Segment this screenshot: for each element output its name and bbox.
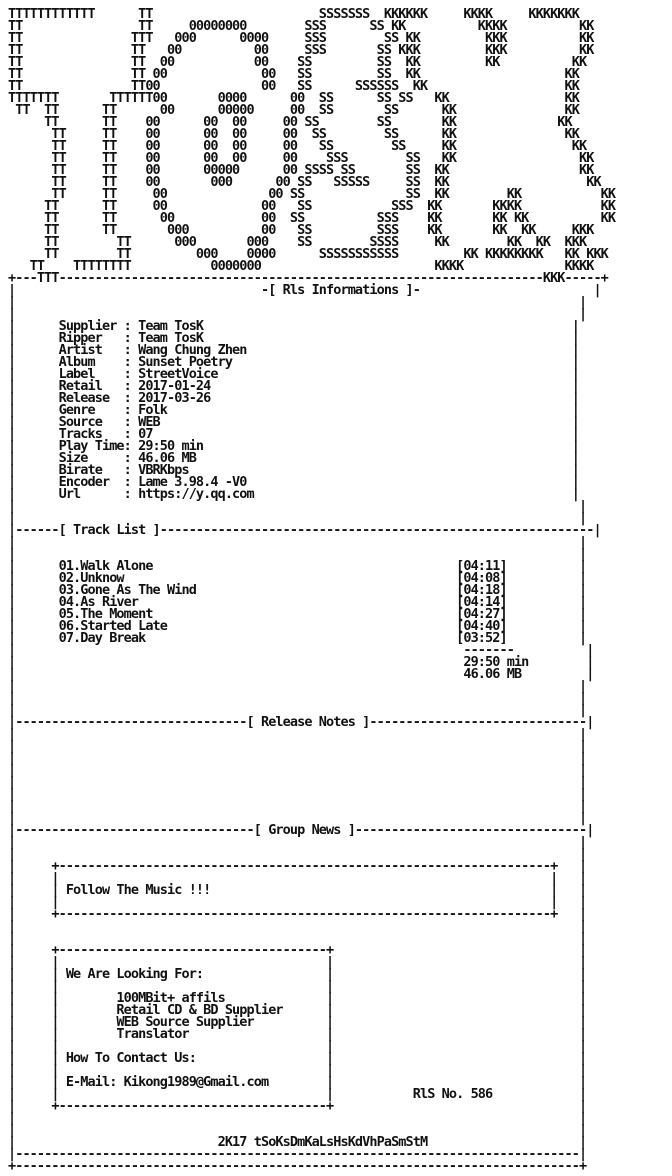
nfo-line: | Size : 46.06 MB | bbox=[8, 450, 579, 466]
nfo-line: TT TT00 00 SS SSSSSS KK KK bbox=[8, 78, 579, 94]
nfo-line: TT TT 00 00 SS SSS KK KK KK KK bbox=[8, 210, 616, 226]
nfo-line: +------------------------------------------------------------------------------+ bbox=[8, 1158, 587, 1174]
nfo-line: | | Follow The Music !!! | | bbox=[8, 882, 587, 898]
nfo-line: | Ripper : Team TosK | bbox=[8, 330, 579, 346]
nfo-line: | 04.As River [04:14] | bbox=[8, 594, 587, 610]
nfo-line: TT TT 000 00 SS SSS KK KK KK KKK bbox=[8, 222, 594, 238]
nfo-line: | | bbox=[8, 738, 587, 754]
nfo-line: | Supplier : Team TosK | bbox=[8, 318, 579, 334]
nfo-line: +---TTT-------------------------------------------------------------------KKK-----+ bbox=[8, 270, 608, 286]
nfo-line: TTTTTTTTTTTT TT SSSSSSS KKKKKK KKKK KKKKKKK bbox=[8, 6, 579, 22]
nfo-line: TT TT 00 00 SS SS KK KK bbox=[8, 66, 579, 82]
nfo-line: | | bbox=[8, 750, 587, 766]
nfo-line: | | bbox=[8, 534, 587, 550]
nfo-line: TTTTTTT TTTTTT00 0000 00 SS SS SS KK KK bbox=[8, 90, 579, 106]
nfo-line: | | bbox=[8, 498, 587, 514]
nfo-line: | +--------------------------------------------------------------------+ | bbox=[8, 858, 587, 874]
nfo-line: | | We Are Looking For: | | bbox=[8, 966, 587, 982]
nfo-line: |--------------------------------[ Release Notes ]------------------------------| bbox=[8, 714, 594, 730]
nfo-line: | | WEB Source Supplier | | bbox=[8, 1014, 587, 1030]
nfo-line: | 29:50 min | bbox=[8, 654, 594, 670]
nfo-line: | Encoder : Lame 3.98.4 -V0 | bbox=[8, 474, 579, 490]
nfo-line: | | bbox=[8, 1122, 587, 1138]
nfo-line: | | bbox=[8, 678, 587, 694]
nfo-line: TT TT 00 00 00 00 SSS SS KK KK bbox=[8, 150, 594, 166]
nfo-line: TT TT 000 000 SS SSSS KK KK KK KKK bbox=[8, 234, 587, 250]
nfo-line: | 06.Started Late [04:40] | bbox=[8, 618, 587, 634]
nfo-line: | 05.The Moment [04:27] | bbox=[8, 606, 587, 622]
nfo-line: | | | | bbox=[8, 978, 587, 994]
nfo-line: | 07.Day Break [03:52] | bbox=[8, 630, 587, 646]
nfo-line: TT TT 00 00000 00 SSSS SS SS KK KK bbox=[8, 162, 594, 178]
nfo-line: | | bbox=[8, 918, 587, 934]
nfo-line: | Birate : VBRKbps | bbox=[8, 462, 579, 478]
nfo-line: TT TT 00 00 00 00 SS SS KK KK bbox=[8, 114, 572, 130]
nfo-line: | Label : StreetVoice | bbox=[8, 366, 579, 382]
nfo-line: | -[ Rls Informations ]- | bbox=[8, 282, 601, 298]
nfo-line: | Genre : Folk | bbox=[8, 402, 579, 418]
nfo-line: |------[ Track List ]------------------------------------------------------------| bbox=[8, 522, 601, 538]
nfo-line: | | | | bbox=[8, 1062, 587, 1078]
nfo-line: |---------------------------------[ Group News ]--------------------------------| bbox=[8, 822, 594, 838]
nfo-line: TT TT 00 00 00 00 SS SS KK KK bbox=[8, 126, 579, 142]
nfo-release-text bbox=[8, 8, 615, 1172]
nfo-line: | | 100MBit+ affils | | bbox=[8, 990, 587, 1006]
nfo-line: | 01.Walk Alone [04:11] | bbox=[8, 558, 587, 574]
nfo-line: | Tracks : 07 | bbox=[8, 426, 579, 442]
nfo-line: | | bbox=[8, 834, 587, 850]
nfo-line: |------------------------------------------------------------------------------| bbox=[8, 1146, 587, 1162]
nfo-line: | | bbox=[8, 702, 587, 718]
nfo-line: | 02.Unknow [04:08] | bbox=[8, 570, 587, 586]
nfo-line: | +-------------------------------------+ | bbox=[8, 1098, 587, 1114]
nfo-line: | +-------------------------------------+ | bbox=[8, 942, 587, 958]
nfo-line: | | bbox=[8, 762, 587, 778]
nfo-line: | | bbox=[8, 690, 587, 706]
nfo-line: TT TT 00 00 SSS SS KKK KKK KK bbox=[8, 42, 594, 58]
nfo-line: | | | | bbox=[8, 894, 587, 910]
nfo-line: | Url : https://y.qq.com | bbox=[8, 486, 579, 502]
nfo-line: | | bbox=[8, 546, 587, 562]
nfo-line: | | bbox=[8, 798, 587, 814]
nfo-line: | Source : WEB | bbox=[8, 414, 579, 430]
nfo-line: | 46.06 MB | bbox=[8, 666, 594, 682]
nfo-line: | +--------------------------------------------------------------------+ | bbox=[8, 906, 587, 922]
nfo-line: | | | | bbox=[8, 954, 587, 970]
nfo-line: TT TT 000 0000 SSSSSSSSSSS KK KKKKKKKK KK KKK bbox=[8, 246, 608, 262]
nfo-line: | 2K17 tSoKsDmKaLsHsKdVhPaSmStM | bbox=[8, 1134, 587, 1150]
nfo-line: | | bbox=[8, 1110, 587, 1126]
nfo-line: | | E-Mail: Kikong1989@Gmail.com | | bbox=[8, 1074, 587, 1090]
nfo-line: | | | | bbox=[8, 870, 587, 886]
nfo-line: TT TT 00 00 SS SSS KK KKKK KK bbox=[8, 198, 616, 214]
nfo-line: | 03.Gone As The Wind [04:18] | bbox=[8, 582, 587, 598]
nfo-line: | | bbox=[8, 510, 587, 526]
nfo-line: | | bbox=[8, 294, 587, 310]
nfo-line: TT TT 00000000 SSS SS KK KKKK KK bbox=[8, 18, 594, 34]
nfo-line: | | | RlS No. 586 | bbox=[8, 1086, 587, 1102]
nfo-line: TT TT 00 00 00 00 SS SS KK KK bbox=[8, 138, 587, 154]
nfo-line: | Retail : 2017-01-24 | bbox=[8, 378, 579, 394]
nfo-line: | | Translator | | bbox=[8, 1026, 587, 1042]
nfo-line: TT TTT 000 0000 SSS SS KK KKK KK bbox=[8, 30, 594, 46]
nfo-line: | Artist : Wang Chung Zhen | bbox=[8, 342, 579, 358]
nfo-line: | | bbox=[8, 774, 587, 790]
nfo-line: | | bbox=[8, 930, 587, 946]
nfo-line: | Release : 2017-03-26 | bbox=[8, 390, 579, 406]
nfo-line: TT TT 00 000 00 SS SSSSS SS KK KK bbox=[8, 174, 601, 190]
nfo-line: | | | | bbox=[8, 1038, 587, 1054]
nfo-line: | | bbox=[8, 306, 587, 322]
nfo-line: TT TTTTTTTT 0000000 KKKK KKKK bbox=[8, 258, 594, 274]
nfo-line: | | Retail CD & BD Supplier | | bbox=[8, 1002, 587, 1018]
nfo-line: | | bbox=[8, 726, 587, 742]
nfo-line: TT TT 00 00 SS SS KK KK KK bbox=[8, 54, 587, 70]
nfo-line: | Album : Sunset Poetry | bbox=[8, 354, 579, 370]
nfo-line: TT TT 00 00 SS SS KK KK KK bbox=[8, 186, 616, 202]
nfo-line: | | bbox=[8, 810, 587, 826]
nfo-line: | | bbox=[8, 786, 587, 802]
nfo-line: | | bbox=[8, 846, 587, 862]
nfo-line: | | How To Contact Us: | | bbox=[8, 1050, 587, 1066]
nfo-line: | Play Time: 29:50 min | bbox=[8, 438, 579, 454]
nfo-line: | ------- | bbox=[8, 642, 594, 658]
nfo-line: TT TT TT 00 00000 00 SS SS KK KK bbox=[8, 102, 579, 118]
